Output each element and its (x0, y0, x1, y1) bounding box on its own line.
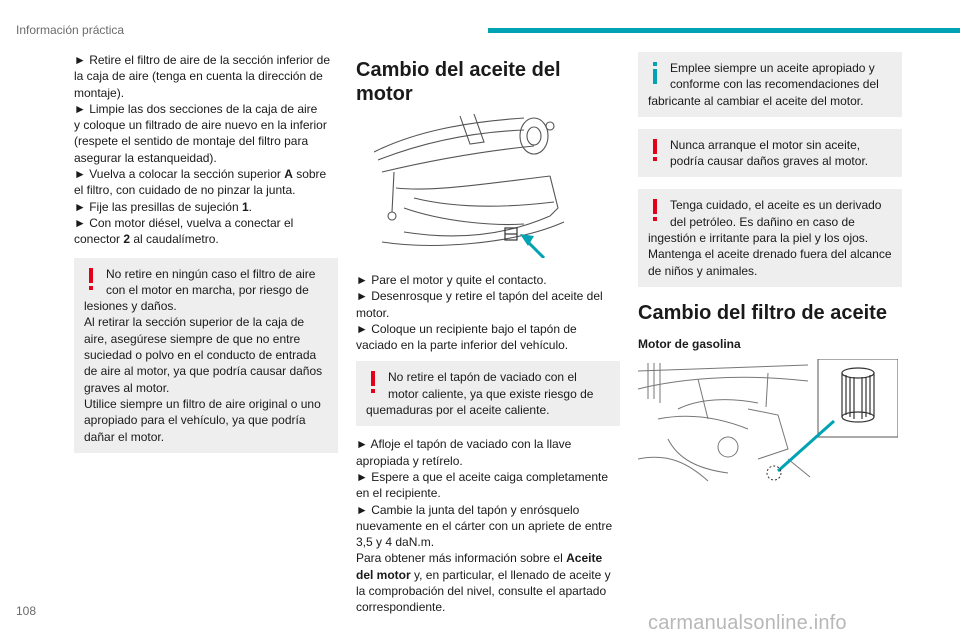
text-line: y coloque un filtrado de aire nuevo en la inferior (74, 118, 327, 133)
warning-text-line: ingestión e irritante para la piel y los ojos. (648, 231, 869, 246)
section-heading: Cambio del filtro de aceite (638, 301, 887, 324)
text-line: ► Pare el motor y quite el contacto. (356, 273, 547, 287)
warning-text-line: apropiado para el vehículo, ya que podría (84, 413, 306, 428)
warning-text-line: suciedad o polvo en el conducto de entrada (84, 348, 317, 363)
warning-text-line: Tenga cuidado, el aceite es un derivado (670, 198, 882, 213)
warning-text-line: del petróleo. Es dañino en caso de (670, 214, 855, 229)
text-line: conector 2 al caudalímetro. (74, 232, 219, 247)
warning-note (356, 361, 620, 426)
text-line: correspondiente. (356, 600, 446, 615)
text-line: ► Coloque un recipiente bajo el tapón de (356, 321, 577, 336)
subheading: Motor de gasolina (638, 336, 741, 351)
text-line: ► Espere a que el aceite caiga completamente (356, 469, 609, 484)
text-line: ► Retire el filtro de aire de la sección inferior de (74, 53, 330, 67)
warning-text-line: Nunca arranque el motor sin aceite, (670, 137, 861, 152)
info-text-line: Emplee siempre un aceite apropiado y (670, 61, 875, 75)
warning-note (638, 129, 902, 178)
warning-note (638, 189, 902, 286)
section-heading: Cambio del aceite del motor (356, 59, 561, 105)
warning-text-line: No retire el tapón de vaciado con el (388, 370, 577, 385)
header-title: Información práctica (16, 23, 125, 37)
text-line: ► Con motor diésel, vuelva a conectar el (74, 215, 294, 230)
info-note (638, 52, 902, 117)
oil-filter-illustration (638, 359, 898, 483)
warning-text-line: quemaduras por el aceite caliente. (366, 403, 550, 418)
text-line: (respete el sentido de montaje del filtro para (74, 134, 309, 149)
text-line: nuevamente en el cárter con un apriete de entre (356, 518, 613, 533)
text-line: ► Afloje el tapón de vaciado con la llave (356, 437, 572, 452)
warning-text-line: Mantenga el aceite drenado fuera del alcance (648, 247, 892, 262)
text-line: la comprobación del nivel, consulte el apartado (356, 584, 607, 599)
warning-text-line: podría causar daños graves al motor. (670, 154, 869, 169)
text-line: Para obtener más información sobre el Aceite (356, 551, 603, 566)
column-middle (356, 52, 620, 616)
warning-icon (366, 371, 380, 395)
info-text-line: fabricante al cambiar el aceite del motor. (648, 93, 864, 108)
warning-icon (648, 199, 662, 223)
body-text (74, 52, 338, 248)
text-line: vaciado en la parte inferior del vehículo. (356, 338, 569, 353)
warning-text-line: lesiones y daños. (84, 299, 177, 314)
steps-text (356, 436, 620, 615)
warning-text-line: de aire al motor, ya que podría causar daños (84, 364, 323, 379)
text-line: asegurar la estanqueidad). (74, 150, 217, 165)
column-right (638, 52, 902, 483)
watermark: carmanualsonline.info (648, 612, 847, 634)
text-line: apropiada y retírelo. (356, 453, 463, 468)
text-line: del motor y, en particular, el llenado de aceite y (356, 567, 611, 582)
oil-drain-plug-illustration (374, 112, 574, 258)
warning-text-line: Utilice siempre un filtro de aire original o uno (84, 396, 321, 411)
warning-icon (648, 139, 662, 163)
text-line: ► Limpie las dos secciones de la caja de aire (74, 101, 318, 116)
text-line: ► Vuelva a colocar la sección superior A sobre (74, 167, 327, 182)
info-icon (648, 62, 662, 86)
text-line: el filtro, con cuidado de no pinzar la junta. (74, 183, 296, 198)
warning-text-line: dañar el motor. (84, 429, 165, 444)
steps-text (356, 272, 620, 353)
page-number: 108 (16, 604, 37, 618)
text-line: montaje). (74, 85, 125, 100)
warning-text-line: motor caliente, ya que existe riesgo de (388, 386, 594, 401)
text-line: ► Cambie la junta del tapón y enrósquelo (356, 502, 580, 517)
column-left (74, 52, 338, 453)
warning-icon (84, 268, 98, 292)
text-line: ► Fije las presillas de sujeción 1. (74, 199, 252, 214)
text-line: 3,5 y 4 daN.m. (356, 535, 435, 550)
text-line: la caja de aire (tenga en cuenta la dirección de (74, 69, 323, 84)
info-text-line: conforme con las recomendaciones del (670, 77, 879, 92)
warning-text-line: Al retirar la sección superior de la caja de (84, 315, 305, 330)
warning-text-line: de niños y animales. (648, 263, 758, 278)
text-line: motor. (356, 305, 390, 320)
warning-note (74, 258, 338, 453)
warning-text-line: aire, asegúrese siempre de que no entre (84, 331, 301, 346)
text-line: ► Desenrosque y retire el tapón del aceite del (356, 289, 603, 304)
warning-text-line: graves al motor. (84, 380, 170, 395)
text-line: en el recipiente. (356, 486, 441, 501)
warning-text-line: con el motor en marcha, por riesgo de (106, 282, 309, 297)
warning-text-line: No retire en ningún caso el filtro de aire (106, 266, 316, 281)
header-accent-bar (488, 28, 960, 33)
